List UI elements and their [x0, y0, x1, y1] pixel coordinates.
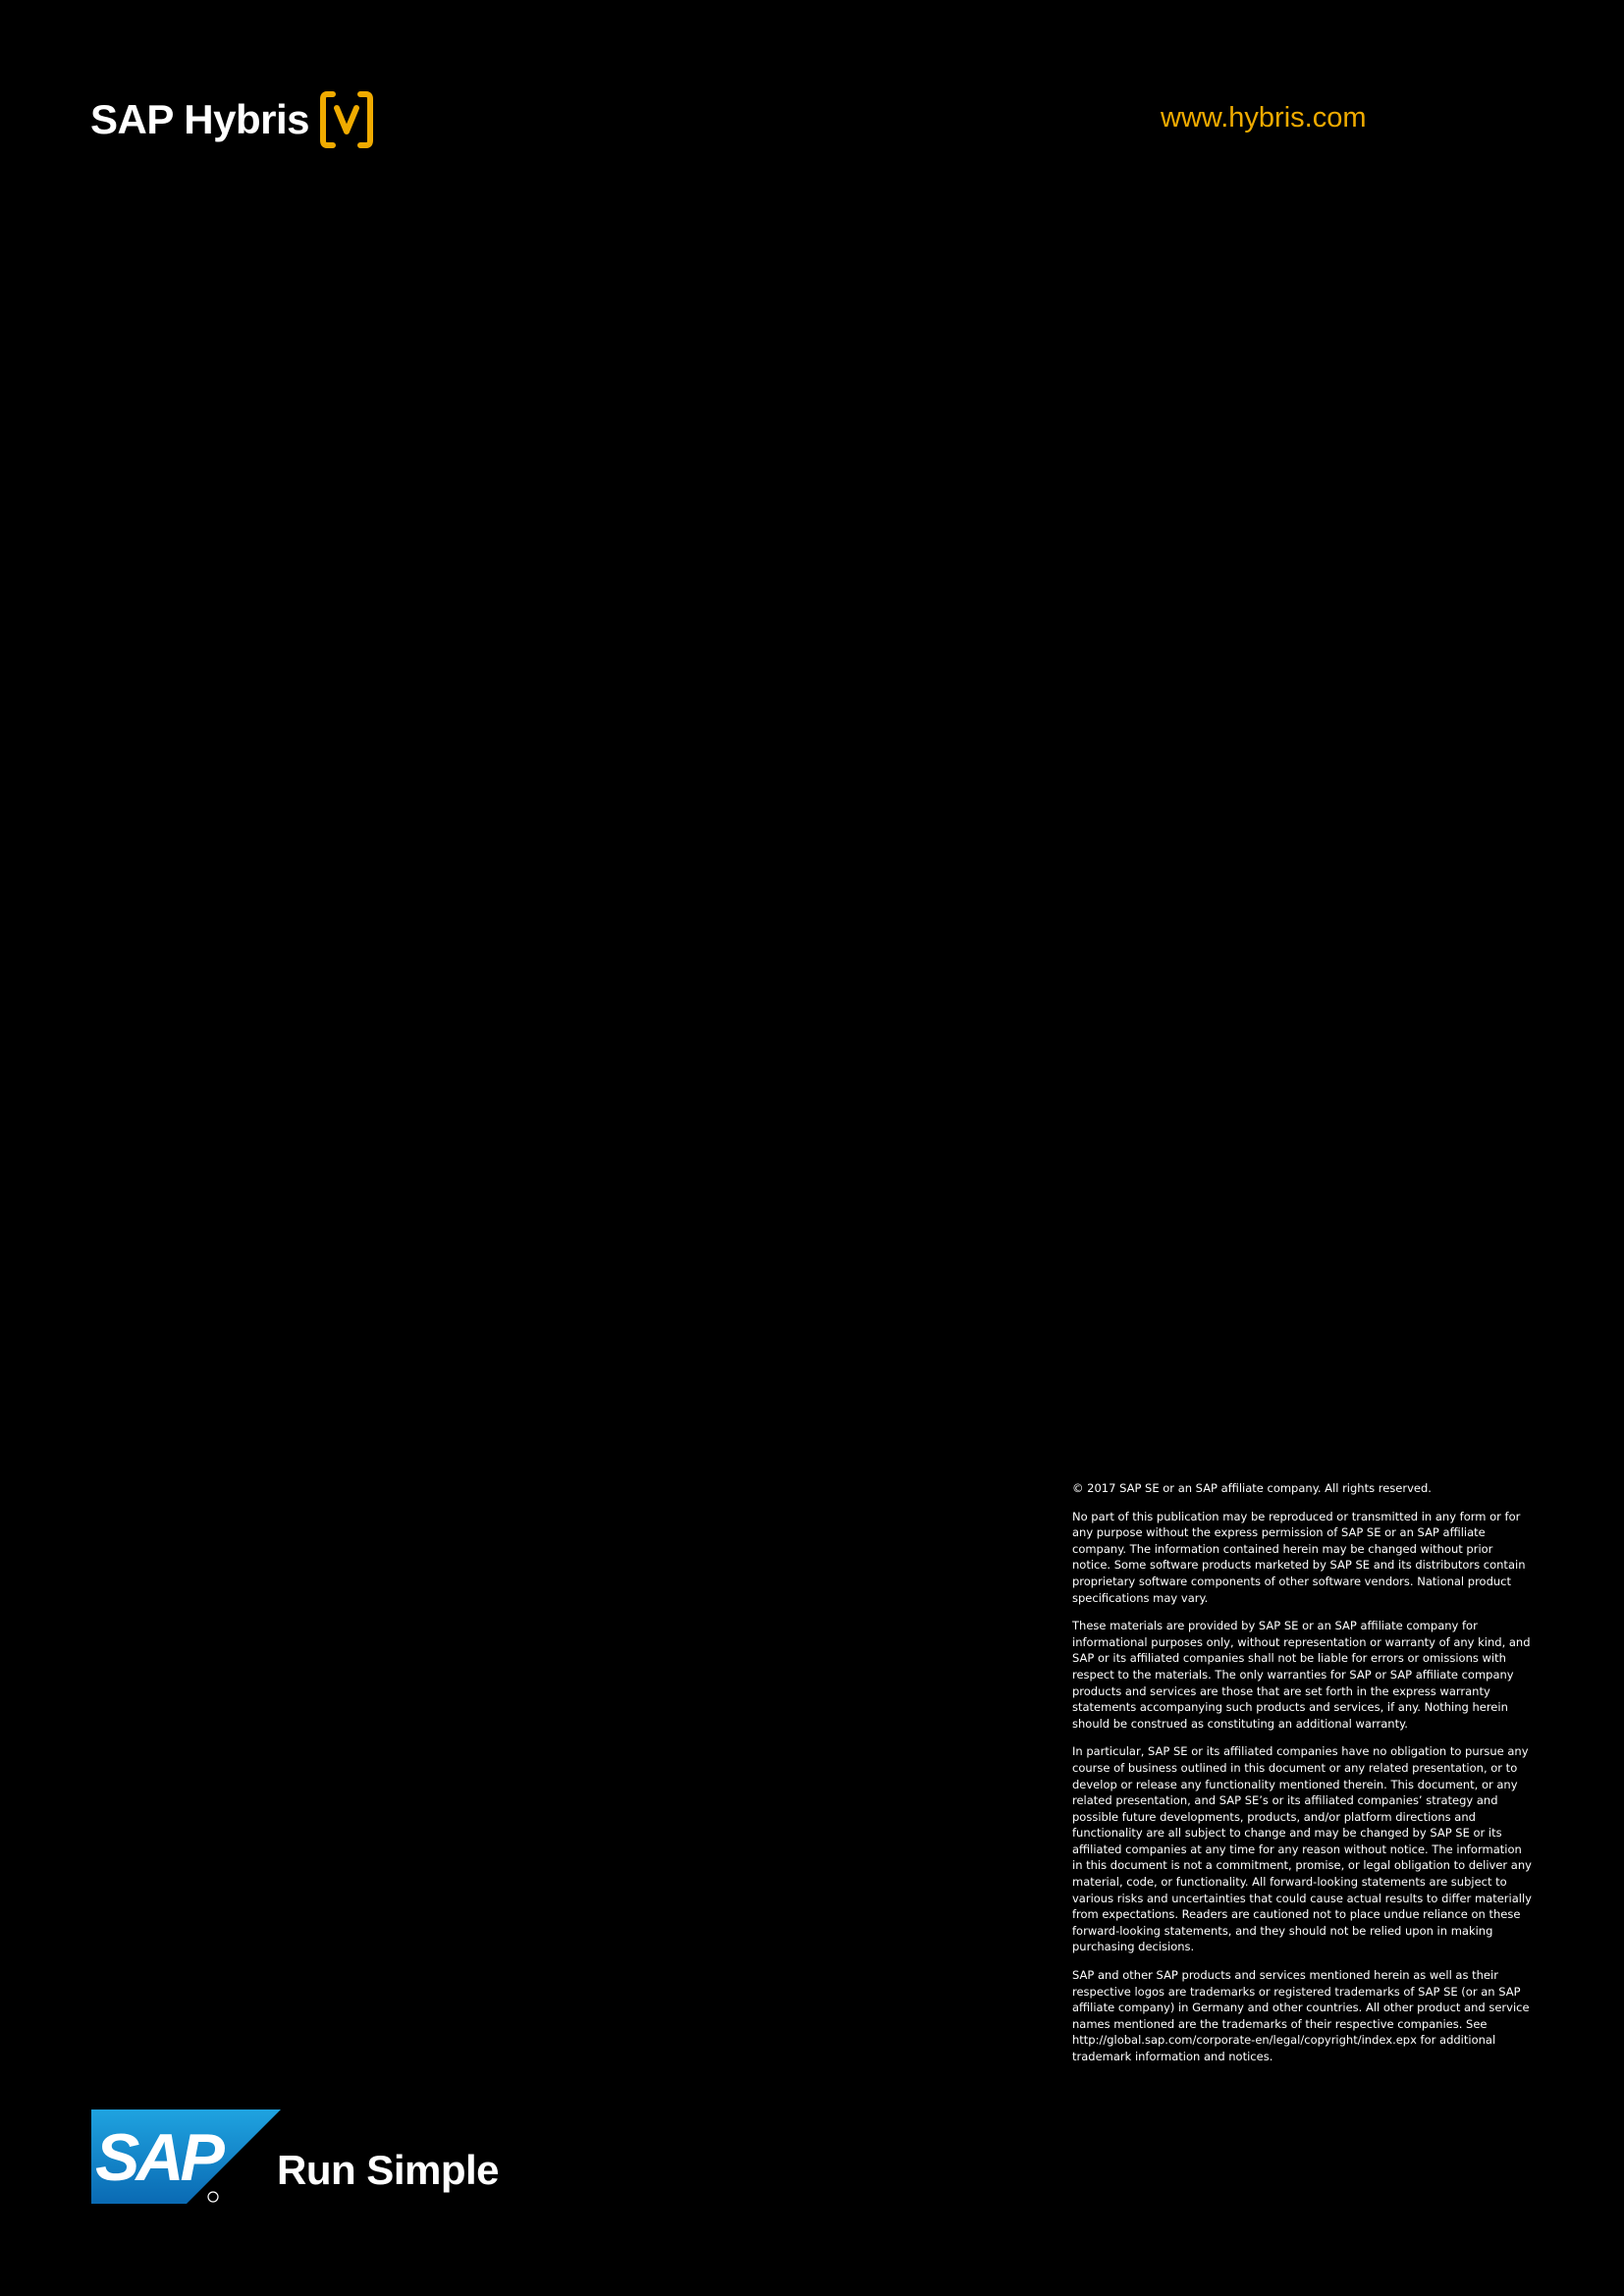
legal-notice	[1072, 1480, 1534, 2077]
legal-paragraph: No part of this publication may be reproduced or transmitted in any form or for any purpose without the express permission of SAP SE or an SAP affiliate company. The information contained herein may be changed without prior notice. Some software products marketed by SAP SE and its distributors contain proprietary software components of other software vendors. National product specifications may vary.	[1072, 1509, 1526, 1605]
sap-logo-icon	[91, 2109, 281, 2204]
legal-paragraph: In particular, SAP SE or its affiliated companies have no obligation to pursue any course of business outlined in this document or any related presentation, or to develop or release any functionality mentioned therein. This document, or any related presentation, and SAP SE’s or its affiliated companies’ strategy and possible future developments, products, and/or platform directions and functionality are all subject to change and may be changed by SAP SE or its affiliated companies at any time for any reason without notice. The information in this document is not a commitment, promise, or legal obligation to deliver any material, code, or functionality. All forward-looking statements are subject to various risks and uncertainties that could cause actual results to differ materially from expectations. Readers are cautioned not to place undue reliance on these forward-looking statements, and they should not be relied upon in making purchasing decisions.	[1072, 1744, 1532, 1954]
tagline: Run Simple	[277, 2147, 500, 2193]
sap-logo-text: SAP	[95, 2120, 221, 2195]
hybris-bracket-icon	[319, 90, 374, 149]
brand-header	[90, 90, 374, 149]
brand-name: SAP Hybris	[90, 96, 309, 142]
legal-paragraph: SAP and other SAP products and services mentioned herein as well as their respective logos are trademarks or registered trademarks of SAP SE (or an SAP affiliate company) in Germany and other countries. All other product and service names mentioned are the trademarks of their respective companies. See http://global.sap.com/corporate-en/legal/copyright/index.epx for additional trademark information and notices.	[1072, 1968, 1530, 2063]
legal-paragraph: These materials are provided by SAP SE or an SAP affiliate company for informational purposes only, without representation or warranty of any kind, and SAP or its affiliated companies shall not be liable for errors or omissions with respect to the materials. The only warranties for SAP or SAP affiliate company products and services are those that are set forth in the express warranty statements accompanying such products and services, if any. Nothing herein should be construed as constituting an additional warranty.	[1072, 1619, 1531, 1731]
copyright-text: © 2017 SAP SE or an SAP affiliate company. All rights reserved.	[1072, 1481, 1432, 1495]
website-link[interactable]: www.hybris.com	[1161, 102, 1367, 133]
